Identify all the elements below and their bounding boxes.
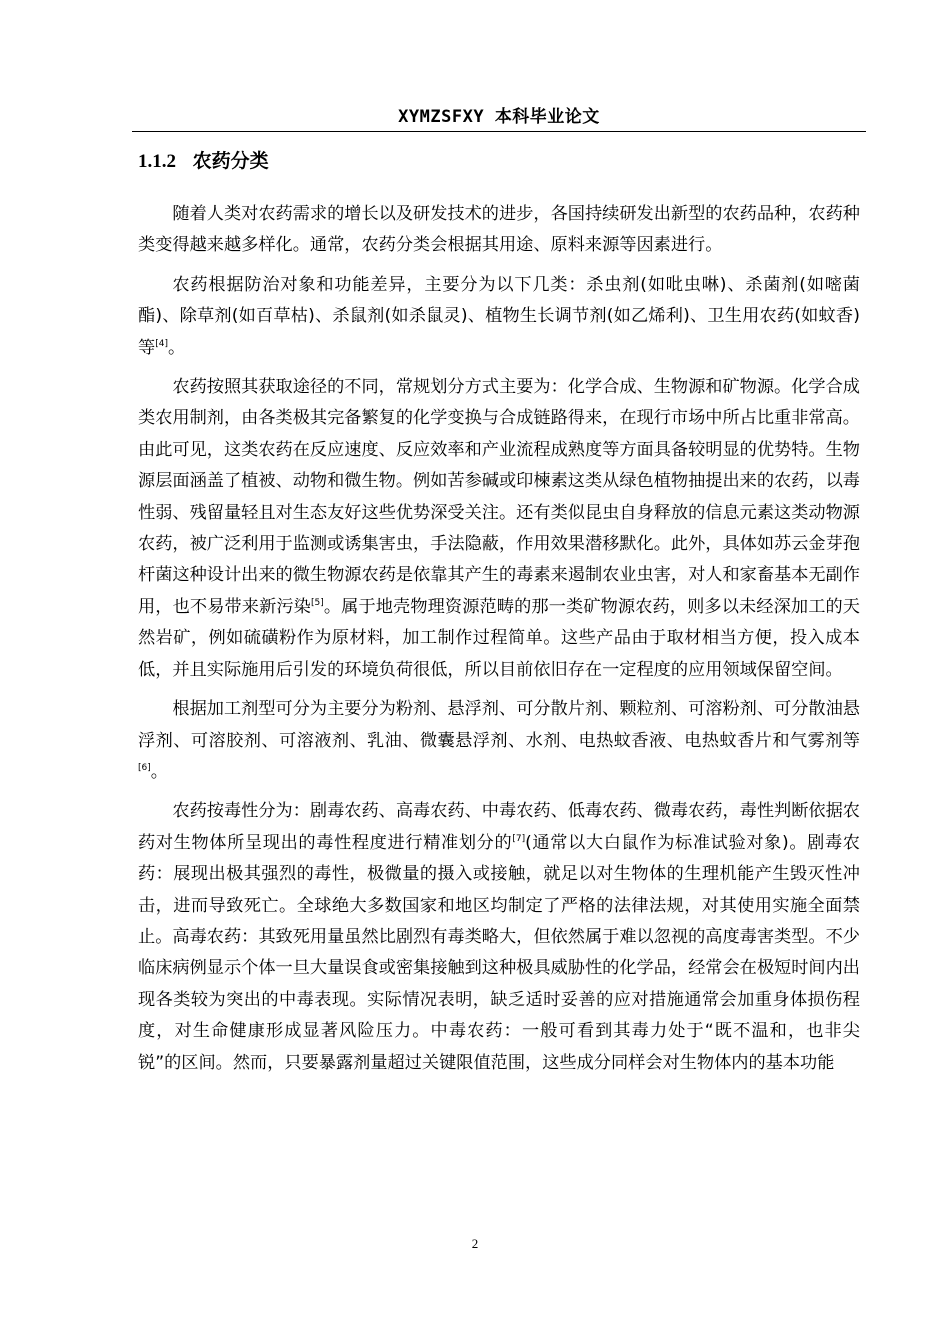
paragraph (138, 796, 860, 1079)
paragraph-text: 根据加工剂型可分为主要分为粉剂、悬浮剂、可分散片剂、颗粒剂、可溶粉剂、可分散油悬浮剂、可溶胶剂、可溶液剂、乳油、微囊悬浮剂、水剂、电热蚊香液、电热蚊香片和气雾剂等 (138, 699, 860, 751)
section-heading (138, 147, 269, 176)
header-rule (132, 131, 866, 132)
citation-ref: [7] (512, 833, 526, 844)
paragraph (138, 694, 860, 788)
page-number: 2 (471, 1236, 479, 1251)
section-title: 农药分类 (192, 150, 269, 172)
header-latin: XYMZSFXY (398, 107, 485, 127)
paragraph-text: 农药按毒性分为：剧毒农药、高毒农药、中毒农药、低毒农药、微毒农药，毒性判断依据农药对生物体所呈现出的毒性程度进行精准划分的 (138, 801, 860, 853)
paragraph-text: 。属于地壳物理资源范畴的那一类矿物源农药，则多以未经深加工的天然岩矿，例如硫磺粉作为原材料，加工制作过程简单。这些产品由于取材相当方便，投入成本低，并且实际施用后引发的环境负荷很低，所以目前依旧存在一定程度的应用领域保留空间。 (138, 596, 860, 680)
paragraph (138, 199, 860, 262)
paragraph (138, 372, 860, 686)
citation-ref: [6] (138, 762, 151, 773)
paragraph-text: 。 (150, 761, 168, 782)
paragraph-text: 农药按照其获取途径的不同，常规划分方式主要为：化学合成、生物源和矿物源。化学合成类农用制剂，由各类极其完备繁复的化学变换与合成链路得来，在现行市场中所占比重非常高。由此可见，这类农药在反应速度、反应效率和产业流程成熟度等方面具备较明显的优势特。生物源层面涵盖了植被、动物和微生物。例如苦参碱或印楝素这类从绿色植物抽提出来的农药，以毒性弱、残留量轻且对生态友好这些优势深受关注。还有类似昆虫自身释放的信息元素这类动物源农药，被广泛利用于监测或诱集害虫，手法隐蔽，作用效果潜移默化。此外，具体如苏云金芽孢杆菌这种设计出来的微生物源农药是依靠其产生的毒素来遏制农业虫害，对人和家畜基本无副作用，也不易带来新污染 (138, 377, 860, 617)
paragraph-text: 农药根据防治对象和功能差异，主要分为以下几类：杀虫剂(如吡虫啉)、杀菌剂(如嘧菌酯)、除草剂(如百草枯)、杀鼠剂(如杀鼠灵)、植物生长调节剂(如乙烯利)、卫生用农药(如蚊香)等 (138, 274, 860, 358)
paragraph-text: 。 (167, 337, 186, 358)
paragraph-text: (通常以大白鼠作为标准试验对象)。剧毒农药：展现出极其强烈的毒性，极微量的摄入或接触，就足以对生物体的生理机能产生毁灭性冲击，进而导致死亡。全球绝大多数国家和地区均制定了严格的法律法规，对其使用实施全面禁止。高毒农药：其致死用量虽然比剧烈有毒类略大，但依然属于难以忽视的高度毒害类型。不少临床病例显示个体一旦大量误食或密集接触到这种极具威胁性的化学品，经常会在极短时间内出现各类较为突出的中毒表现。实际情况表明，缺乏适时妥善的应对措施通常会加重身体损伤程度，对生命健康形成显著风险压力。中毒农药：一般可看到其毒力处于“既不温和，也非尖锐”的区间。然而，只要暴露剂量超过关键限值范围，这些成分同样会对生物体内的基本功能 (138, 832, 860, 1073)
section-number: 1.1.2 (138, 151, 176, 172)
running-header (132, 104, 866, 130)
citation-ref: [5] (310, 597, 324, 608)
header-cn: 本科毕业论文 (494, 107, 600, 127)
paragraph-text: 随着人类对农药需求的增长以及研发技术的进步，各国持续研发出新型的农药品种，农药种类变得越来越多样化。通常，农药分类会根据其用途、原料来源等因素进行。 (138, 204, 860, 256)
body-text (138, 199, 860, 1087)
citation-ref: [4] (155, 338, 168, 349)
paragraph (138, 270, 860, 364)
